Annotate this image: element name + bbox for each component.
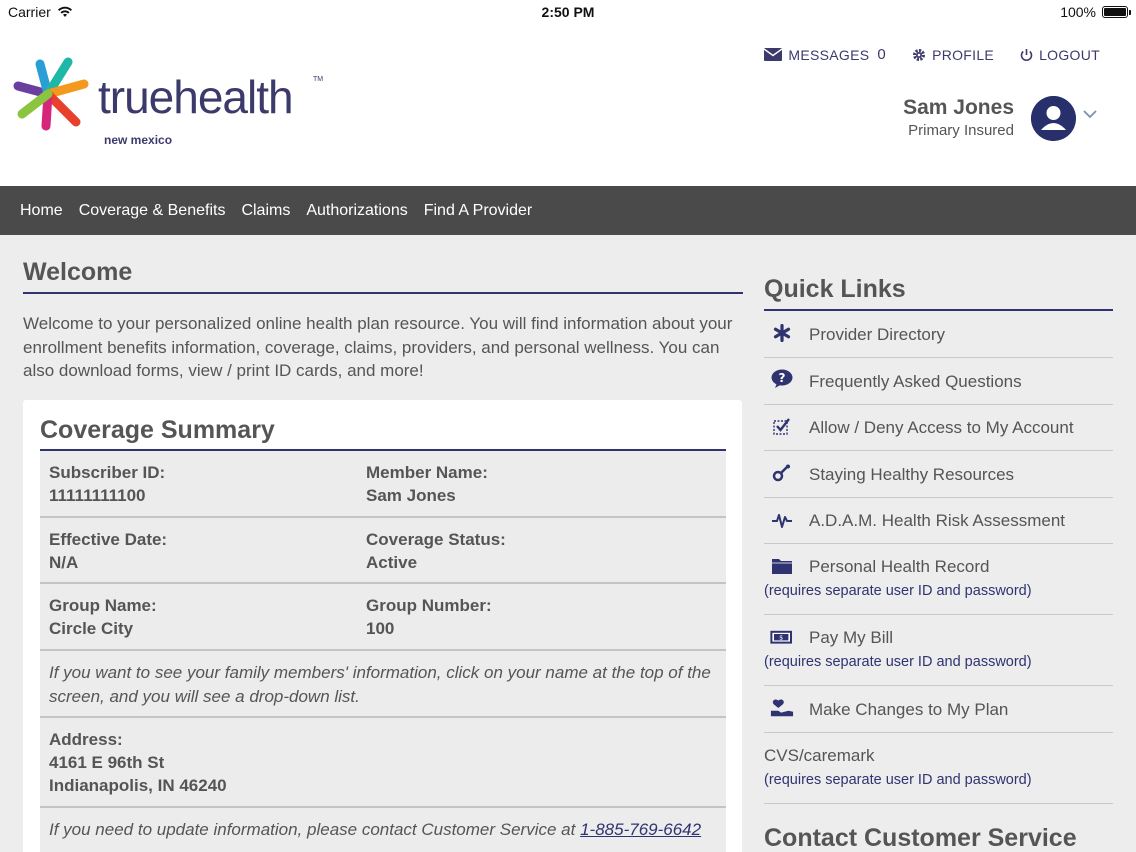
member-name-value: Sam Jones bbox=[366, 486, 456, 505]
address-line2: Indianapolis, IN 46240 bbox=[49, 776, 227, 795]
quick-link-label: Frequently Asked Questions bbox=[809, 372, 1022, 391]
stethoscope-icon bbox=[770, 462, 794, 484]
coverage-row-address bbox=[40, 718, 726, 808]
main-nav bbox=[0, 186, 1136, 235]
messages-label: MESSAGES bbox=[788, 46, 870, 63]
checkbox-check-icon bbox=[770, 416, 794, 438]
envelope-icon bbox=[764, 48, 782, 61]
subscriber-id-block bbox=[49, 461, 165, 507]
nav-coverage-benefits[interactable]: Coverage & Benefits bbox=[78, 201, 226, 219]
messages-link[interactable] bbox=[764, 46, 886, 63]
coverage-row-family-note bbox=[40, 651, 726, 718]
battery-icon bbox=[1102, 6, 1128, 18]
quick-link-label: Allow / Deny Access to My Account bbox=[809, 418, 1074, 437]
user-info[interactable] bbox=[903, 96, 1014, 139]
power-icon bbox=[1020, 48, 1033, 62]
nav-authorizations[interactable]: Authorizations bbox=[306, 201, 408, 219]
subscriber-id-value: 11111111100 bbox=[49, 486, 146, 505]
quick-link-adam[interactable] bbox=[764, 498, 1113, 544]
address-label: Address: bbox=[49, 730, 123, 749]
welcome-title: Welcome bbox=[23, 258, 133, 286]
gear-icon bbox=[912, 48, 926, 62]
status-bar bbox=[0, 0, 1136, 24]
subscriber-id-label: Subscriber ID: bbox=[49, 463, 166, 482]
coverage-row-group bbox=[40, 584, 726, 651]
quick-link-provider-directory[interactable] bbox=[764, 311, 1113, 358]
quick-link-note: (requires separate user ID and password) bbox=[764, 583, 1032, 599]
bill-icon bbox=[770, 627, 794, 649]
group-name-value: Circle City bbox=[49, 619, 134, 638]
brand-wordmark: truehealth bbox=[98, 71, 293, 123]
profile-link[interactable] bbox=[912, 46, 994, 63]
coverage-row-update-note bbox=[40, 808, 726, 852]
quick-link-label: A.D.A.M. Health Risk Assessment bbox=[809, 511, 1066, 530]
chevron-down-icon[interactable] bbox=[1082, 109, 1098, 119]
profile-label: PROFILE bbox=[932, 46, 995, 63]
quick-link-pay-bill[interactable] bbox=[764, 615, 1113, 686]
hand-heart-icon bbox=[770, 697, 794, 719]
quick-link-label: Provider Directory bbox=[809, 325, 946, 344]
welcome-divider bbox=[23, 292, 743, 294]
quick-links-title: Quick Links bbox=[764, 275, 906, 303]
logout-label: LOGOUT bbox=[1039, 46, 1100, 63]
quick-link-phr[interactable] bbox=[764, 544, 1113, 615]
quick-link-make-changes[interactable] bbox=[764, 686, 1113, 733]
member-name-label: Member Name: bbox=[366, 463, 488, 482]
quick-link-label: Personal Health Record bbox=[809, 557, 990, 576]
heartbeat-icon bbox=[770, 509, 794, 531]
avatar[interactable] bbox=[1031, 96, 1076, 141]
coverage-summary-title: Coverage Summary bbox=[40, 416, 275, 444]
quick-link-label: Make Changes to My Plan bbox=[809, 700, 1009, 719]
family-note: If you want to see your family members' information, click on your name at the top of the screen, and you will see a drop-down list. bbox=[49, 663, 711, 706]
member-name-block bbox=[366, 461, 488, 507]
quick-link-label: CVS/caremark bbox=[764, 746, 875, 765]
effective-date-value: N/A bbox=[49, 553, 79, 572]
asterisk-icon bbox=[770, 322, 794, 344]
coverage-status-label: Coverage Status: bbox=[366, 530, 506, 549]
battery-percent: 100% bbox=[1060, 4, 1096, 20]
welcome-text: Welcome to your personalized online health plan resource. You will find information about your enrollment benefits information, coverage, claims, providers, and personal wellness. You can also download forms, view / print ID cards, and more! bbox=[23, 314, 733, 380]
quick-link-allow-deny[interactable] bbox=[764, 405, 1113, 451]
clock: 2:50 PM bbox=[541, 4, 595, 20]
brand-region: new mexico bbox=[104, 133, 173, 147]
nav-find-provider[interactable]: Find A Provider bbox=[423, 201, 533, 219]
truehealth-logo-icon[interactable] bbox=[10, 56, 92, 132]
group-number-label: Group Number: bbox=[366, 596, 492, 615]
group-name-label: Group Name: bbox=[49, 596, 157, 615]
group-name-block bbox=[49, 594, 157, 640]
address-line1: 4161 E 96th St bbox=[49, 753, 165, 772]
customer-service-phone-link[interactable]: 1-885-769-6642 bbox=[580, 820, 702, 839]
quick-link-note: (requires separate user ID and password) bbox=[764, 772, 1032, 788]
coverage-row-dates bbox=[40, 518, 726, 584]
svg-text:$: $ bbox=[779, 633, 784, 642]
question-bubble-icon bbox=[770, 368, 794, 390]
nav-claims[interactable]: Claims bbox=[241, 201, 291, 219]
quick-link-note: (requires separate user ID and password) bbox=[764, 654, 1032, 670]
nav-home[interactable]: Home bbox=[20, 201, 63, 219]
effective-date-block bbox=[49, 528, 167, 574]
group-number-block bbox=[366, 594, 492, 640]
coverage-status-value: Active bbox=[366, 553, 418, 572]
update-note: If you need to update information, please contact Customer Service at 1-885-769-6642 bbox=[49, 820, 702, 839]
user-role: Primary Insured bbox=[908, 122, 1014, 139]
svg-text:?: ? bbox=[778, 371, 786, 385]
coverage-row-ids bbox=[40, 451, 726, 518]
site-header bbox=[0, 24, 1136, 186]
contact-customer-service-title: Contact Customer Service bbox=[764, 824, 1077, 852]
coverage-summary-card bbox=[23, 400, 742, 852]
address-block bbox=[49, 728, 227, 797]
messages-count: 0 bbox=[877, 46, 887, 63]
quick-link-staying-healthy[interactable] bbox=[764, 451, 1113, 498]
quick-link-label: Staying Healthy Resources bbox=[809, 465, 1015, 484]
quick-link-faq[interactable] bbox=[764, 358, 1113, 405]
quick-link-cvs[interactable] bbox=[764, 733, 1113, 804]
effective-date-label: Effective Date: bbox=[49, 530, 168, 549]
group-number-value: 100 bbox=[366, 619, 395, 638]
top-links bbox=[764, 46, 1100, 63]
logout-link[interactable] bbox=[1020, 46, 1100, 63]
coverage-status-block bbox=[366, 528, 506, 574]
carrier-label: Carrier bbox=[8, 4, 51, 20]
quick-link-label: Pay My Bill bbox=[809, 628, 894, 647]
user-name[interactable]: Sam Jones bbox=[903, 96, 1014, 119]
folder-icon bbox=[770, 555, 794, 577]
brand-tm: TM bbox=[313, 76, 324, 83]
